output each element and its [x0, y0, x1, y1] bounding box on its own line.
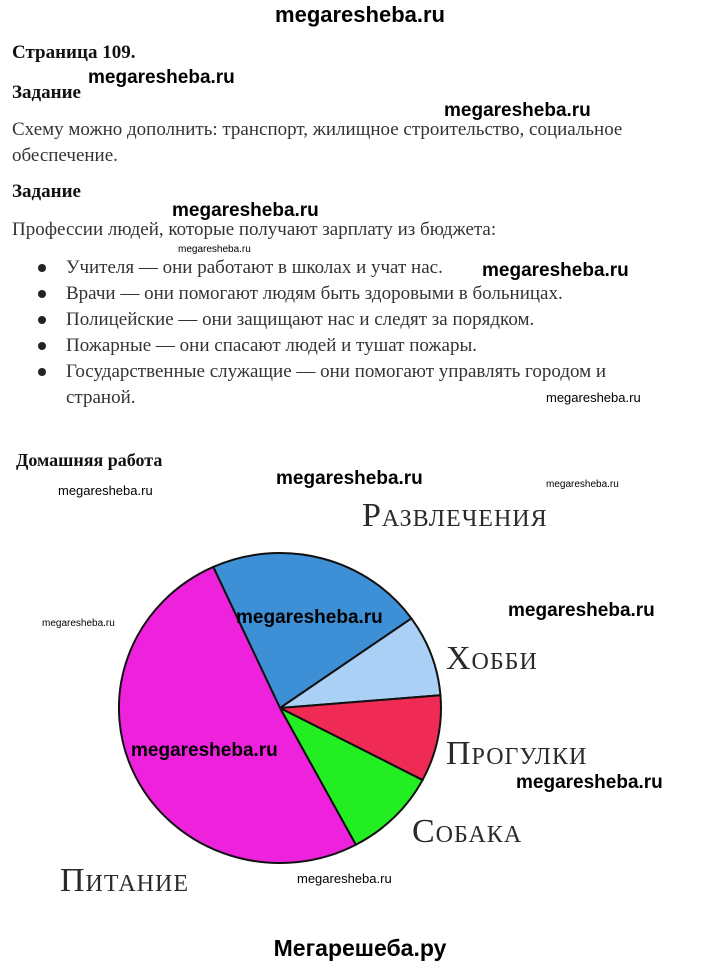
watermark: megaresheba.ru [516, 772, 663, 793]
watermark: megaresheba.ru [42, 618, 115, 629]
page-label: Страница 109. [12, 42, 136, 63]
task2-heading: Задание [12, 181, 81, 202]
watermark: megaresheba.ru [88, 67, 235, 88]
watermark: megaresheba.ru [508, 600, 655, 621]
homework-heading: Домашняя работа [16, 450, 163, 470]
watermark: megaresheba.ru [276, 468, 423, 489]
task1-heading: Задание [12, 82, 81, 103]
watermark: megaresheba.ru [482, 260, 629, 281]
list-item: Пожарные — они спасают людей и тушат пожары. [36, 333, 696, 359]
task1-text-line1: Схему можно дополнить: транспорт, жилищное строительство, социальное [12, 119, 623, 140]
list-item: Государственные служащие — они помогают управлять городом и [36, 359, 696, 385]
watermark: megaresheba.ru [546, 479, 619, 490]
list-item-continuation: страной. [66, 387, 136, 408]
site-header: megaresheba.ru [275, 2, 445, 27]
label-hobbi: Хобби [446, 640, 538, 677]
label-sobaka: Собака [412, 813, 523, 850]
site-footer: Мегарешеба.ру [273, 935, 447, 961]
watermark: megaresheba.ru [58, 483, 153, 498]
task1-text-line2: обеспечение. [12, 145, 118, 166]
list-item: Врачи — они помогают людям быть здоровыми в больницах. [36, 281, 696, 307]
task2-intro: Профессии людей, которые получают зарплату из бюджета: [12, 219, 497, 240]
watermark: megaresheba.ru [131, 740, 278, 761]
watermark: megaresheba.ru [178, 244, 251, 255]
watermark: megaresheba.ru [297, 871, 392, 886]
list-item: Полицейские — они защищают нас и следят за порядком. [36, 307, 696, 333]
watermark: megaresheba.ru [236, 607, 383, 628]
list-item: Учителя — они работают в школах и учат нас. [36, 255, 696, 281]
label-progulki: Прогулки [446, 735, 588, 772]
watermark: megaresheba.ru [444, 100, 591, 121]
watermark: megaresheba.ru [546, 390, 641, 405]
label-razvlecheniya: Развлечения [362, 497, 548, 534]
watermark: megaresheba.ru [172, 200, 319, 221]
label-pitanie: Питание [60, 862, 190, 899]
